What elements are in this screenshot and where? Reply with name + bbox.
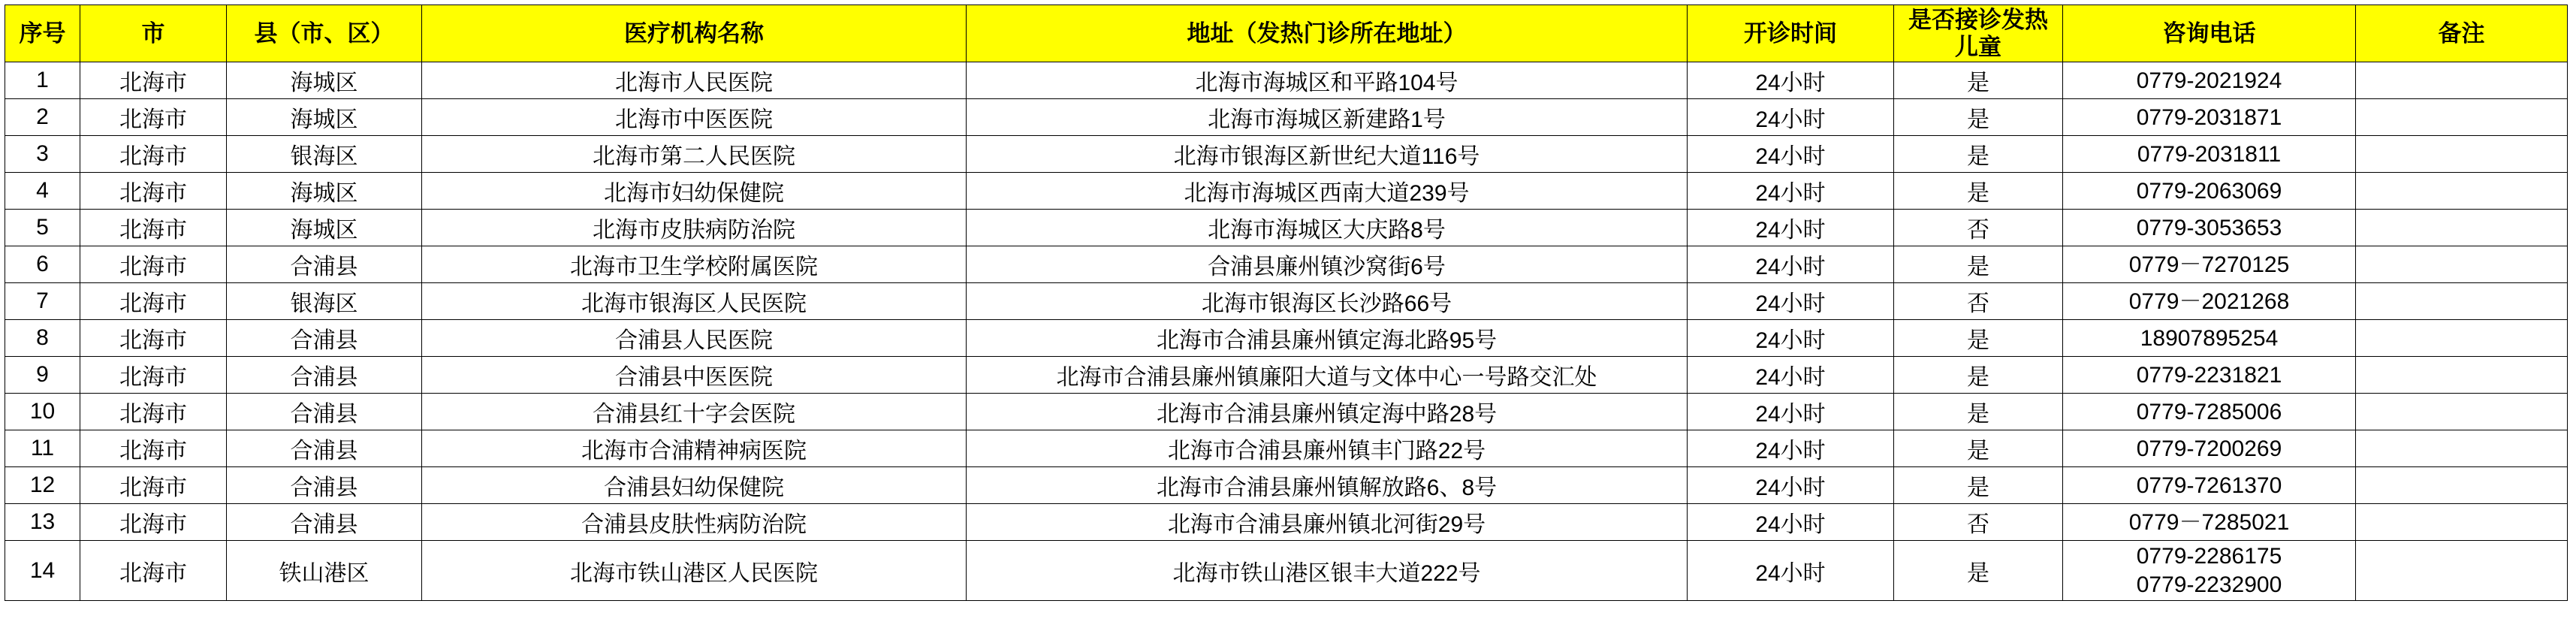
row-cell-children: 是 <box>1894 467 2063 504</box>
row-cell-children: 是 <box>1894 357 2063 394</box>
row-cell-children: 是 <box>1894 394 2063 430</box>
table-row <box>5 62 2568 99</box>
column-header-institution: 医疗机构名称 <box>422 5 967 62</box>
row-cell-city: 北海市 <box>80 541 227 601</box>
table-row <box>5 136 2568 173</box>
row-cell-remark <box>2356 210 2568 246</box>
row-cell-district: 海城区 <box>227 210 422 246</box>
column-header-district: 县（市、区） <box>227 5 422 62</box>
table-header-row <box>5 5 2568 62</box>
table-row <box>5 357 2568 394</box>
phone-number: 0779-2031871 <box>2136 104 2282 130</box>
column-header-hours: 开诊时间 <box>1688 5 1894 62</box>
row-cell-phone <box>2063 467 2356 504</box>
row-cell-city: 北海市 <box>80 210 227 246</box>
row-cell-city: 北海市 <box>80 357 227 394</box>
row-cell-institution: 合浦县人民医院 <box>422 320 967 357</box>
column-header-address: 地址（发热门诊所在地址） <box>967 5 1688 62</box>
row-cell-address: 北海市合浦县廉州镇廉阳大道与文体中心一号路交汇处 <box>967 357 1688 394</box>
row-cell-no: 14 <box>5 541 80 601</box>
row-cell-hours: 24小时 <box>1688 283 1894 320</box>
row-cell-no: 12 <box>5 467 80 504</box>
row-cell-remark <box>2356 62 2568 99</box>
phone-number: 0779-7261370 <box>2136 472 2282 498</box>
row-cell-district: 合浦县 <box>227 504 422 541</box>
row-cell-address: 北海市银海区长沙路66号 <box>967 283 1688 320</box>
row-cell-hours: 24小时 <box>1688 430 1894 467</box>
row-cell-city: 北海市 <box>80 283 227 320</box>
row-cell-remark <box>2356 394 2568 430</box>
table-row <box>5 99 2568 136</box>
row-cell-institution: 北海市合浦精神病医院 <box>422 430 967 467</box>
row-cell-hours: 24小时 <box>1688 136 1894 173</box>
row-cell-district: 合浦县 <box>227 320 422 357</box>
row-cell-city: 北海市 <box>80 394 227 430</box>
row-cell-institution: 北海市第二人民医院 <box>422 136 967 173</box>
row-cell-no: 6 <box>5 246 80 283</box>
row-cell-hours: 24小时 <box>1688 173 1894 210</box>
table-row <box>5 467 2568 504</box>
row-cell-address: 北海市海城区大庆路8号 <box>967 210 1688 246</box>
row-cell-address: 北海市合浦县廉州镇解放路6、8号 <box>967 467 1688 504</box>
row-cell-no: 11 <box>5 430 80 467</box>
row-cell-remark <box>2356 136 2568 173</box>
row-cell-hours: 24小时 <box>1688 504 1894 541</box>
phone-list <box>2066 542 2352 599</box>
table-row <box>5 320 2568 357</box>
table-body <box>5 62 2568 601</box>
row-cell-institution: 北海市妇幼保健院 <box>422 173 967 210</box>
phone-number: 0779-2231821 <box>2136 362 2282 388</box>
phone-number: 0779-3053653 <box>2136 215 2282 240</box>
row-cell-children: 否 <box>1894 210 2063 246</box>
table-row <box>5 504 2568 541</box>
row-cell-no: 10 <box>5 394 80 430</box>
phone-number: 0779－7270125 <box>2128 252 2290 277</box>
row-cell-institution: 北海市卫生学校附属医院 <box>422 246 967 283</box>
row-cell-remark <box>2356 173 2568 210</box>
row-cell-district: 银海区 <box>227 136 422 173</box>
row-cell-remark <box>2356 320 2568 357</box>
phone-list <box>2066 67 2352 95</box>
row-cell-hours: 24小时 <box>1688 62 1894 99</box>
row-cell-remark <box>2356 357 2568 394</box>
row-cell-phone <box>2063 541 2356 601</box>
phone-list <box>2066 361 2352 390</box>
row-cell-children: 是 <box>1894 320 2063 357</box>
row-cell-children: 是 <box>1894 430 2063 467</box>
row-cell-institution: 北海市中医医院 <box>422 99 967 136</box>
phone-list <box>2066 398 2352 427</box>
table-row <box>5 173 2568 210</box>
row-cell-district: 海城区 <box>227 62 422 99</box>
row-cell-phone <box>2063 173 2356 210</box>
row-cell-no: 9 <box>5 357 80 394</box>
phone-list <box>2066 472 2352 500</box>
row-cell-hours: 24小时 <box>1688 357 1894 394</box>
row-cell-hours: 24小时 <box>1688 210 1894 246</box>
row-cell-remark <box>2356 504 2568 541</box>
row-cell-city: 北海市 <box>80 246 227 283</box>
row-cell-no: 5 <box>5 210 80 246</box>
row-cell-city: 北海市 <box>80 467 227 504</box>
row-cell-children: 是 <box>1894 62 2063 99</box>
phone-number: 0779-2232900 <box>2136 572 2282 597</box>
row-cell-address: 北海市铁山港区银丰大道222号 <box>967 541 1688 601</box>
row-cell-district: 铁山港区 <box>227 541 422 601</box>
row-cell-address: 北海市海城区西南大道239号 <box>967 173 1688 210</box>
row-cell-no: 7 <box>5 283 80 320</box>
table-row <box>5 394 2568 430</box>
table-row <box>5 430 2568 467</box>
row-cell-address: 北海市银海区新世纪大道116号 <box>967 136 1688 173</box>
phone-number: 0779-7200269 <box>2136 436 2282 461</box>
row-cell-hours: 24小时 <box>1688 394 1894 430</box>
row-cell-phone <box>2063 357 2356 394</box>
row-cell-hours: 24小时 <box>1688 246 1894 283</box>
row-cell-district: 合浦县 <box>227 246 422 283</box>
phone-number: 0779-7285006 <box>2136 399 2282 424</box>
row-cell-children: 是 <box>1894 541 2063 601</box>
row-cell-hours: 24小时 <box>1688 541 1894 601</box>
column-header-children: 是否接诊发热儿童 <box>1894 5 2063 62</box>
row-cell-address: 北海市合浦县廉州镇北河街29号 <box>967 504 1688 541</box>
row-cell-no: 13 <box>5 504 80 541</box>
row-cell-no: 3 <box>5 136 80 173</box>
row-cell-children: 否 <box>1894 283 2063 320</box>
column-header-no: 序号 <box>5 5 80 62</box>
phone-number: 0779-2063069 <box>2136 178 2282 204</box>
row-cell-phone <box>2063 430 2356 467</box>
row-cell-phone <box>2063 504 2356 541</box>
row-cell-district: 海城区 <box>227 99 422 136</box>
row-cell-address: 合浦县廉州镇沙窝街6号 <box>967 246 1688 283</box>
row-cell-phone <box>2063 99 2356 136</box>
phone-number: 0779-2021924 <box>2136 68 2282 93</box>
row-cell-address: 北海市合浦县廉州镇丰门路22号 <box>967 430 1688 467</box>
row-cell-city: 北海市 <box>80 173 227 210</box>
phone-number: 0779-2286175 <box>2136 544 2282 569</box>
row-cell-children: 是 <box>1894 173 2063 210</box>
phone-list <box>2066 214 2352 243</box>
row-cell-city: 北海市 <box>80 320 227 357</box>
row-cell-institution: 北海市铁山港区人民医院 <box>422 541 967 601</box>
row-cell-institution: 合浦县中医医院 <box>422 357 967 394</box>
row-cell-hours: 24小时 <box>1688 467 1894 504</box>
row-cell-remark <box>2356 99 2568 136</box>
row-cell-city: 北海市 <box>80 99 227 136</box>
phone-list <box>2066 140 2352 169</box>
row-cell-no: 8 <box>5 320 80 357</box>
row-cell-district: 银海区 <box>227 283 422 320</box>
phone-list <box>2066 104 2352 132</box>
row-cell-district: 合浦县 <box>227 467 422 504</box>
phone-number: 0779－7285021 <box>2128 509 2290 535</box>
row-cell-children: 是 <box>1894 99 2063 136</box>
row-cell-phone <box>2063 210 2356 246</box>
row-cell-city: 北海市 <box>80 136 227 173</box>
row-cell-city: 北海市 <box>80 504 227 541</box>
fever-clinic-table <box>5 5 2568 601</box>
row-cell-phone <box>2063 136 2356 173</box>
row-cell-no: 2 <box>5 99 80 136</box>
table-row <box>5 283 2568 320</box>
row-cell-district: 海城区 <box>227 173 422 210</box>
row-cell-phone <box>2063 62 2356 99</box>
row-cell-children: 是 <box>1894 136 2063 173</box>
row-cell-institution: 合浦县皮肤性病防治院 <box>422 504 967 541</box>
row-cell-district: 合浦县 <box>227 430 422 467</box>
row-cell-no: 1 <box>5 62 80 99</box>
row-cell-remark <box>2356 430 2568 467</box>
row-cell-hours: 24小时 <box>1688 99 1894 136</box>
row-cell-institution: 北海市银海区人民医院 <box>422 283 967 320</box>
column-header-phone: 咨询电话 <box>2063 5 2356 62</box>
row-cell-phone <box>2063 246 2356 283</box>
row-cell-children: 否 <box>1894 504 2063 541</box>
row-cell-phone <box>2063 283 2356 320</box>
phone-number: 0779-2031811 <box>2137 141 2282 167</box>
row-cell-institution: 合浦县红十字会医院 <box>422 394 967 430</box>
phone-number: 0779－2021268 <box>2128 288 2290 314</box>
row-cell-city: 北海市 <box>80 62 227 99</box>
row-cell-district: 合浦县 <box>227 394 422 430</box>
row-cell-remark <box>2356 283 2568 320</box>
phone-list <box>2066 288 2352 316</box>
phone-number: 18907895254 <box>2140 325 2279 351</box>
row-cell-address: 北海市海城区新建路1号 <box>967 99 1688 136</box>
row-cell-hours: 24小时 <box>1688 320 1894 357</box>
row-cell-remark <box>2356 467 2568 504</box>
row-cell-institution: 北海市皮肤病防治院 <box>422 210 967 246</box>
row-cell-remark <box>2356 541 2568 601</box>
phone-list <box>2066 177 2352 206</box>
phone-list <box>2066 509 2352 537</box>
phone-list <box>2066 325 2352 353</box>
table-row <box>5 246 2568 283</box>
table-row <box>5 210 2568 246</box>
row-cell-no: 4 <box>5 173 80 210</box>
table-row <box>5 541 2568 601</box>
phone-list <box>2066 251 2352 279</box>
row-cell-address: 北海市海城区和平路104号 <box>967 62 1688 99</box>
row-cell-address: 北海市合浦县廉州镇定海北路95号 <box>967 320 1688 357</box>
row-cell-institution: 北海市人民医院 <box>422 62 967 99</box>
row-cell-city: 北海市 <box>80 430 227 467</box>
phone-list <box>2066 435 2352 463</box>
row-cell-institution: 合浦县妇幼保健院 <box>422 467 967 504</box>
row-cell-phone <box>2063 320 2356 357</box>
row-cell-children: 是 <box>1894 246 2063 283</box>
column-header-city: 市 <box>80 5 227 62</box>
row-cell-remark <box>2356 246 2568 283</box>
row-cell-phone <box>2063 394 2356 430</box>
row-cell-district: 合浦县 <box>227 357 422 394</box>
row-cell-address: 北海市合浦县廉州镇定海中路28号 <box>967 394 1688 430</box>
column-header-remark: 备注 <box>2356 5 2568 62</box>
